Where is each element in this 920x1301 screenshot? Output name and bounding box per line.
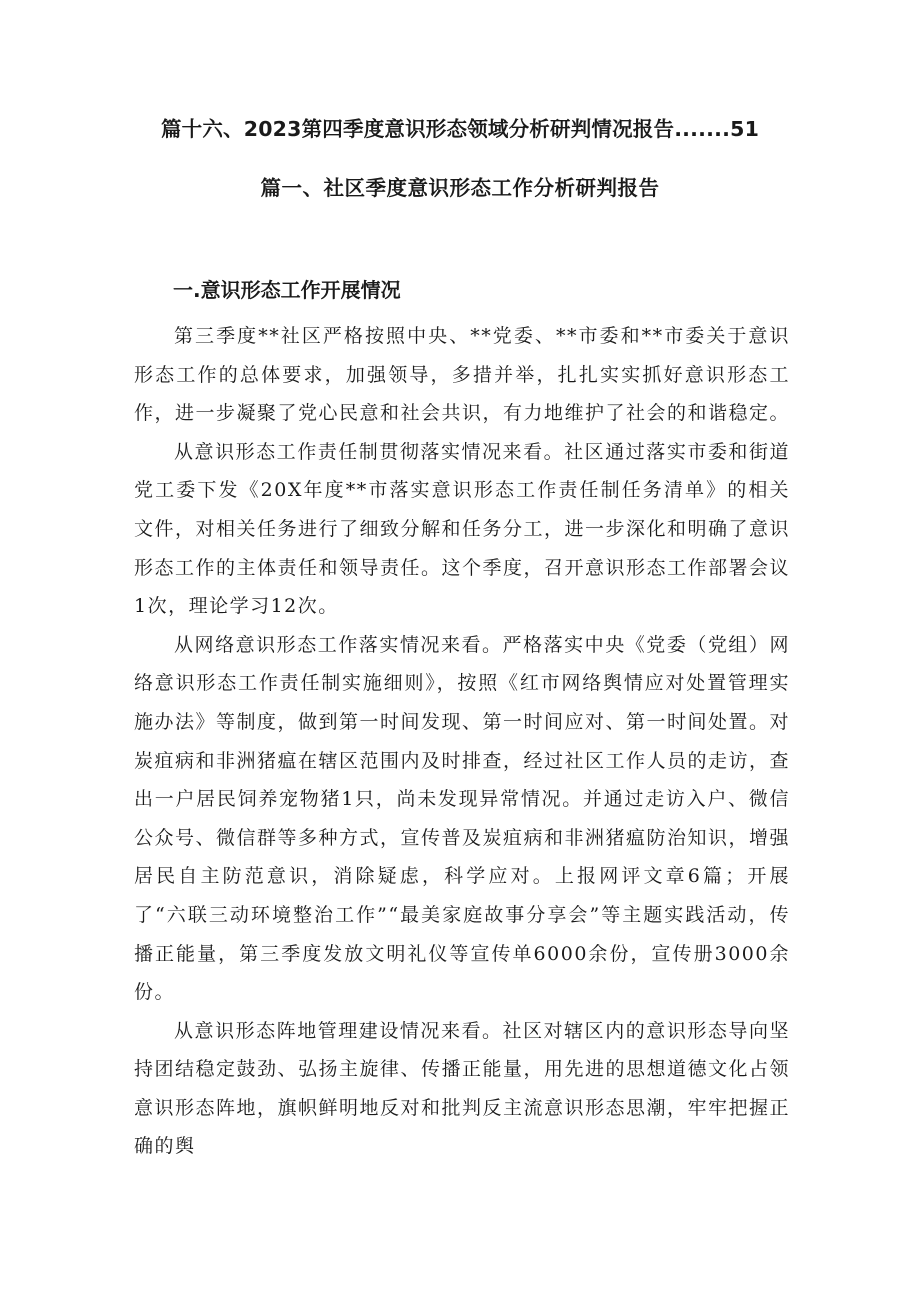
section-heading: 一.意识形态工作开展情况: [173, 278, 401, 302]
paragraph-1: 第三季度**社区严格按照中央、**党委、**市委和**市委关于意识形态工作的总体要求，加强领导，多措并举，扎扎实实抓好意识形态工作，进一步凝聚了党心民意和社会共识，有力地维护了社会的和谐稳定。: [134, 325, 791, 425]
paragraph-3: 从网络意识形态工作落实情况来看。严格落实中央《党委（党组）网络意识形态工作责任制实施细则》，按照《红市网络舆情应对处置管理实施办法》等制度，做到第一时间发现、第一时间应对、第一时间处置。对炭疽病和非洲猪瘟在辖区范围内及时排查，经过社区工作人员的走访，查出一户居民饲养宠物猪1只，尚未发现异常情况。并通过走访入户、微信公众号、微信群等多种方式，宣传普及炭疽病和非洲猪瘟防治知识，增强居民自主防范意识，消除疑虑，科学应对。上报网评文章6篇；开展了“六联三动环境整治工作”“最美家庭故事分享会”等主题实践活动，传播正能量，第三季度发放文明礼仪等宣传单6000余份，宣传册3000余份。: [134, 633, 791, 1004]
paragraph-4: 从意识形态阵地管理建设情况来看。社区对辖区内的意识形态导向坚持团结稳定鼓劲、弘扬主旋律、传播正能量，用先进的思想道德文化占领意识形态阵地，旗帜鲜明地反对和批判反主流意识形态思潮，牢牢把握正确的舆: [134, 1019, 791, 1158]
paragraph-2: 从意识形态工作责任制贯彻落实情况来看。社区通过落实市委和街道党工委下发《20X年度**市落实意识形态工作责任制任务清单》的相关文件，对相关任务进行了细致分解和任务分工，进一步深化和明确了意识形态工作的主体责任和领导责任。这个季度，召开意识形态工作部署会议1次，理论学习12次。: [134, 440, 791, 618]
body-text: [134, 317, 790, 1166]
article-title: 篇一、社区季度意识形态工作分析研判报告: [260, 176, 660, 200]
toc-entry: 篇十六、2023第四季度意识形态领域分析研判情况报告.......51: [160, 117, 760, 141]
